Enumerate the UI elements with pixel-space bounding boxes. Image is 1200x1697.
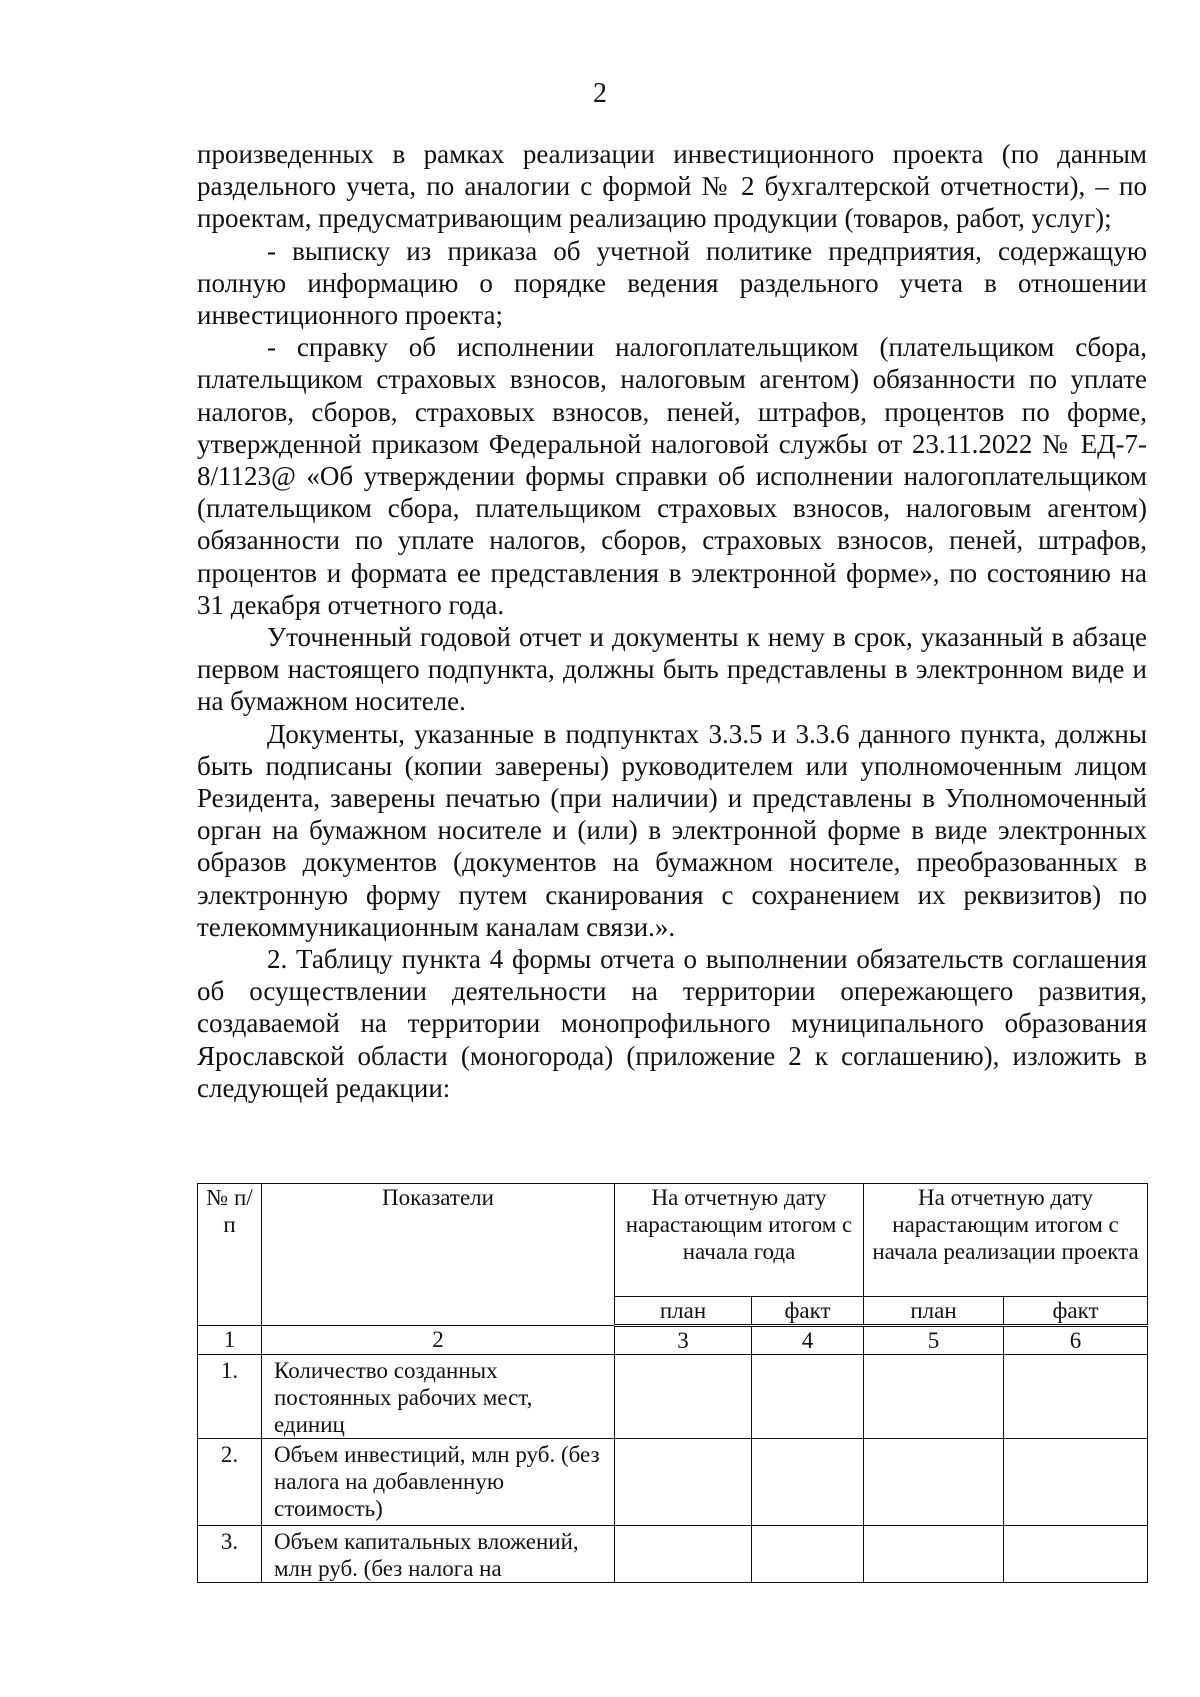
cell-empty [615,1439,752,1526]
column-number: 3 [615,1326,752,1355]
table-row [198,1439,1148,1526]
cell-empty [752,1355,864,1439]
cell-empty [864,1439,1004,1526]
header-period-project: На отчетную дату нарастающим итогом с начала реализации проекта [864,1184,1148,1297]
paragraph: Уточненный годовой отчет и документы к нему в срок, указанный в абзаце первом настоящего подпункта, должны быть представлены в электронном виде и на бумажном носителе. [197,622,1147,717]
column-number: 1 [198,1326,262,1355]
paragraph: - выписку из приказа об учетной политике предприятия, содержащую полную информацию о порядке ведения раздельного учета в отношении инвестиционного проекта; [197,235,1147,331]
header-no: № п/п [198,1184,262,1326]
indicators-table [197,1183,1148,1583]
row-number: 2. [198,1439,262,1526]
table-row [198,1526,1148,1583]
cell-empty [752,1526,864,1583]
header-plan: план [615,1297,752,1326]
table-row [198,1355,1148,1439]
header-fact: факт [1004,1297,1148,1326]
cell-empty [1004,1439,1148,1526]
table-header-row [198,1184,1148,1297]
header-indicator: Показатели [262,1184,615,1326]
row-indicator: Количество созданных постоянных рабочих мест, единиц [262,1355,615,1439]
page-number: 2 [593,78,607,109]
paragraph: 2. Таблицу пункта 4 формы отчета о выполнении обязательств соглашения об осуществлении деятельности на территории опережающего развития, создаваемой на территории монопрофильного муниципального образования Ярославской области (моногорода) (приложение 2 к соглашению), изложить в следующей редакции: [197,944,1147,1103]
cell-empty [752,1439,864,1526]
row-number: 1. [198,1355,262,1439]
column-numbers-row [198,1326,1148,1355]
paragraph: произведенных в рамках реализации инвестиционного проекта (по данным раздельного учета, по аналогии с формой № 2 бухгалтерской отчетности), – по проектам, предусматривающим реализацию продукции (товаров, работ, услуг); [197,139,1147,234]
row-indicator: Объем инвестиций, млн руб. (без налога на добавленную стоимость) [262,1439,615,1526]
column-number: 6 [1004,1326,1148,1355]
cell-empty [864,1526,1004,1583]
column-number: 5 [864,1326,1004,1355]
cell-empty [1004,1355,1148,1439]
cell-empty [864,1355,1004,1439]
column-number: 4 [752,1326,864,1355]
row-number: 3. [198,1526,262,1583]
cell-empty [1004,1526,1148,1583]
paragraph: Документы, указанные в подпунктах 3.3.5 и 3.3.6 данного пункта, должны быть подписаны (копии заверены) руководителем или уполномоченным лицом Резидента, заверены печатью (при наличии) и представлены в Уполномоченный орган на бумажном носителе и (или) в электронной форме в виде электронных образов документов (документов на бумажном носителе, преобразованных в электронную форму путем сканирования с сохранением их реквизитов) по телекоммуникационным каналам связи.». [197,718,1147,942]
header-plan: план [864,1297,1004,1326]
cell-empty [615,1355,752,1439]
column-number: 2 [262,1326,615,1355]
cell-empty [615,1526,752,1583]
row-indicator: Объем капитальных вложений, млн руб. (без налога на [262,1526,615,1583]
header-period-year: На отчетную дату нарастающим итогом с начала года [615,1184,864,1297]
paragraph: - справку об исполнении налогоплательщиком (плательщиком сбора, плательщиком страховых взносов, налоговым агентом) обязанности по уплате налогов, сборов, страховых взносов, пеней, штрафов, процентов по форме, утвержденной приказом Федеральной налоговой службы от 23.11.2022 № ЕД-7-8/1123@ «Об утверждении формы справки об исполнении налогоплательщиком (плательщиком сбора, плательщиком страховых взносов, налоговым агентом) обязанности по уплате налогов, сборов, страховых взносов, пеней, штрафов, процентов и формата ее представления в электронной форме», по состоянию на 31 декабря отчетного года. [197,332,1147,620]
header-fact: факт [752,1297,864,1326]
body-text [197,138,1147,1104]
